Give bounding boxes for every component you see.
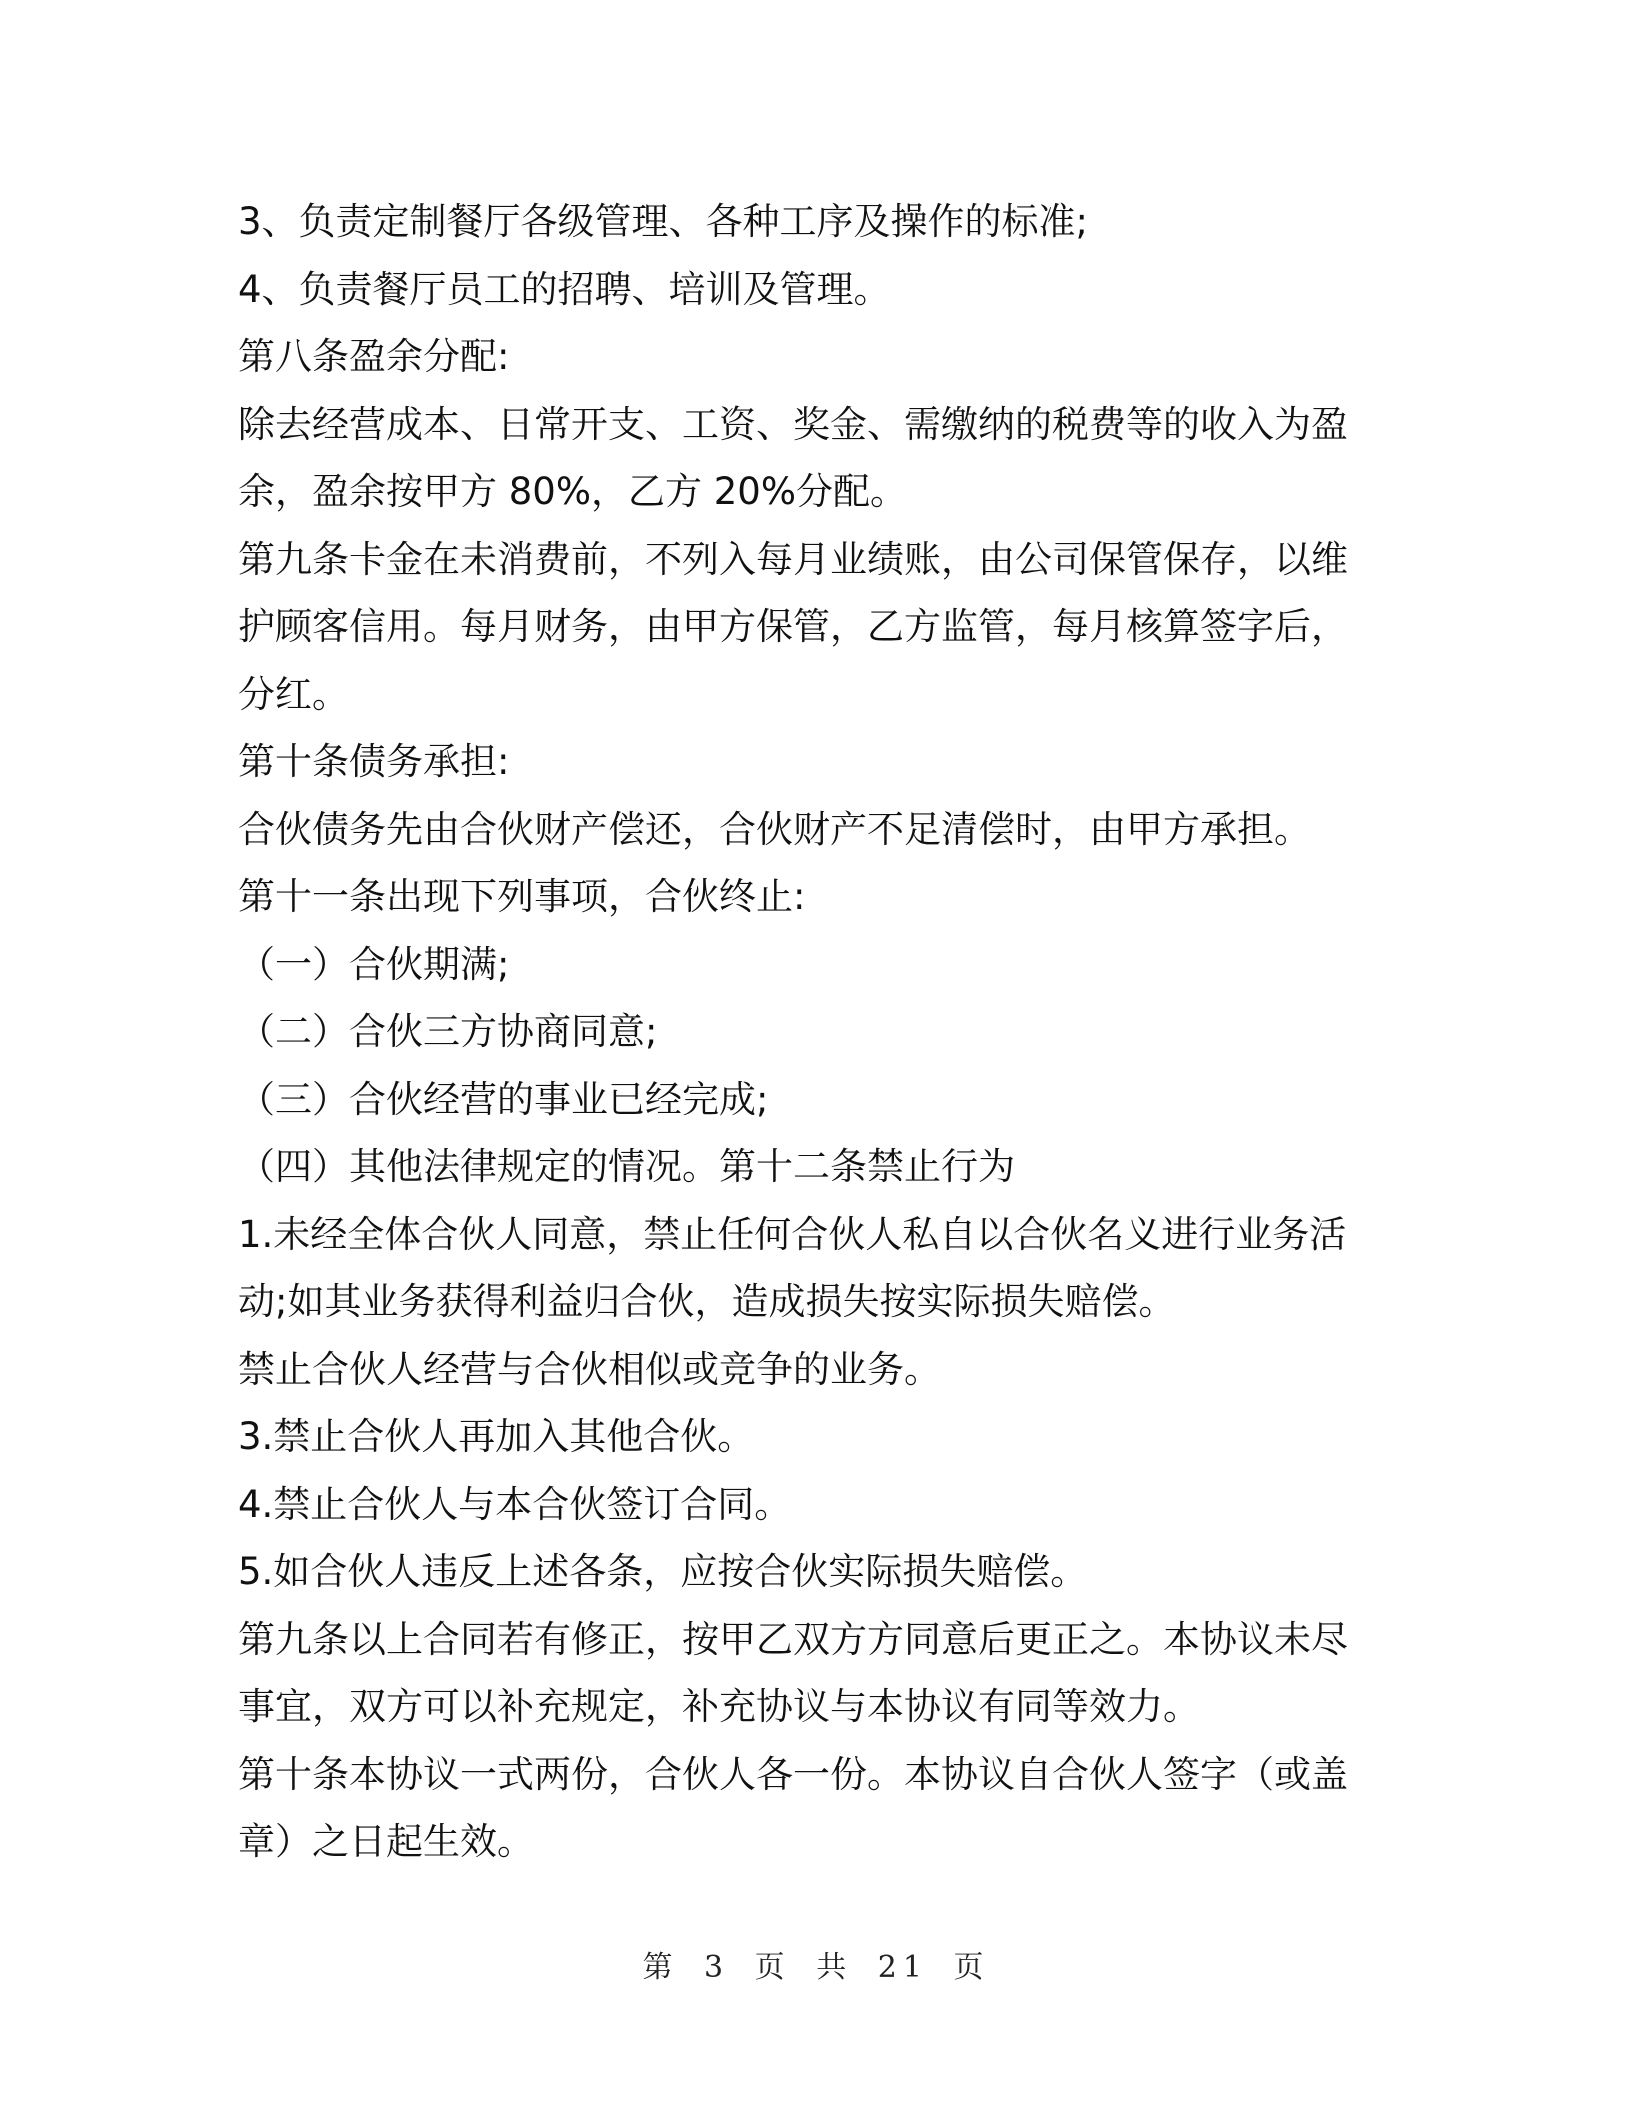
text-line: （一）合伙期满; (238, 942, 510, 986)
text-line: 4、负责餐厅员工的招聘、培训及管理。 (238, 267, 891, 311)
text-line: 合伙债务先由合伙财产偿还，合伙财产不足清偿时，由甲方承担。 (238, 807, 1311, 851)
text-line: 禁止合伙人经营与合伙相似或竞争的业务。 (238, 1347, 941, 1391)
text-line: 3.禁止合伙人再加入其他合伙。 (238, 1415, 755, 1458)
text-line: 章）之日起生效。 (238, 1820, 534, 1863)
text-line: 分红。 (238, 672, 349, 716)
text-line: 第十条债务承担: (238, 740, 510, 783)
text-line: 事宜，双方可以补充规定，补充协议与本协议有同等效力。 (238, 1685, 1200, 1728)
page-number-footer: 第 3 页 共 21 页 (642, 1950, 990, 1985)
text-line: （四）其他法律规定的情况。第十二条禁止行为 (238, 1145, 1015, 1188)
text-line: 动;如其业务获得利益归合伙，造成损失按实际损失赔偿。 (238, 1280, 1176, 1323)
text-line: 护顾客信用。每月财务，由甲方保管，乙方监管，每月核算签字后， (238, 605, 1348, 648)
text-line: 4.禁止合伙人与本合伙签订合同。 (238, 1482, 792, 1526)
text-line: （三）合伙经营的事业已经完成; (238, 1077, 769, 1121)
document-body (238, 188, 1378, 1876)
text-line: 第九条卡金在未消费前，不列入每月业绩账，由公司保管保存，以维 (238, 537, 1348, 581)
text-line: （二）合伙三方协商同意; (238, 1010, 658, 1053)
text-line: 第八条盈余分配: (238, 335, 510, 378)
text-line: 1.未经全体合伙人同意，禁止任何合伙人私自以合伙名义进行业务活 (238, 1212, 1347, 1256)
text-line: 除去经营成本、日常开支、工资、奖金、需缴纳的税费等的收入为盈 (238, 402, 1348, 446)
text-line: 5.如合伙人违反上述各条，应按合伙实际损失赔偿。 (238, 1550, 1088, 1593)
text-line: 第九条以上合同若有修正，按甲乙双方方同意后更正之。本协议未尽 (238, 1617, 1348, 1661)
text-line: 第十条本协议一式两份，合伙人各一份。本协议自合伙人签字（或盖 (238, 1752, 1348, 1796)
text-line: 3、负责定制餐厅各级管理、各种工序及操作的标准; (238, 200, 1089, 243)
text-line: 余，盈余按甲方 80%，乙方 20%分配。 (238, 470, 907, 513)
text-line: 第十一条出现下列事项，合伙终止: (238, 875, 806, 918)
